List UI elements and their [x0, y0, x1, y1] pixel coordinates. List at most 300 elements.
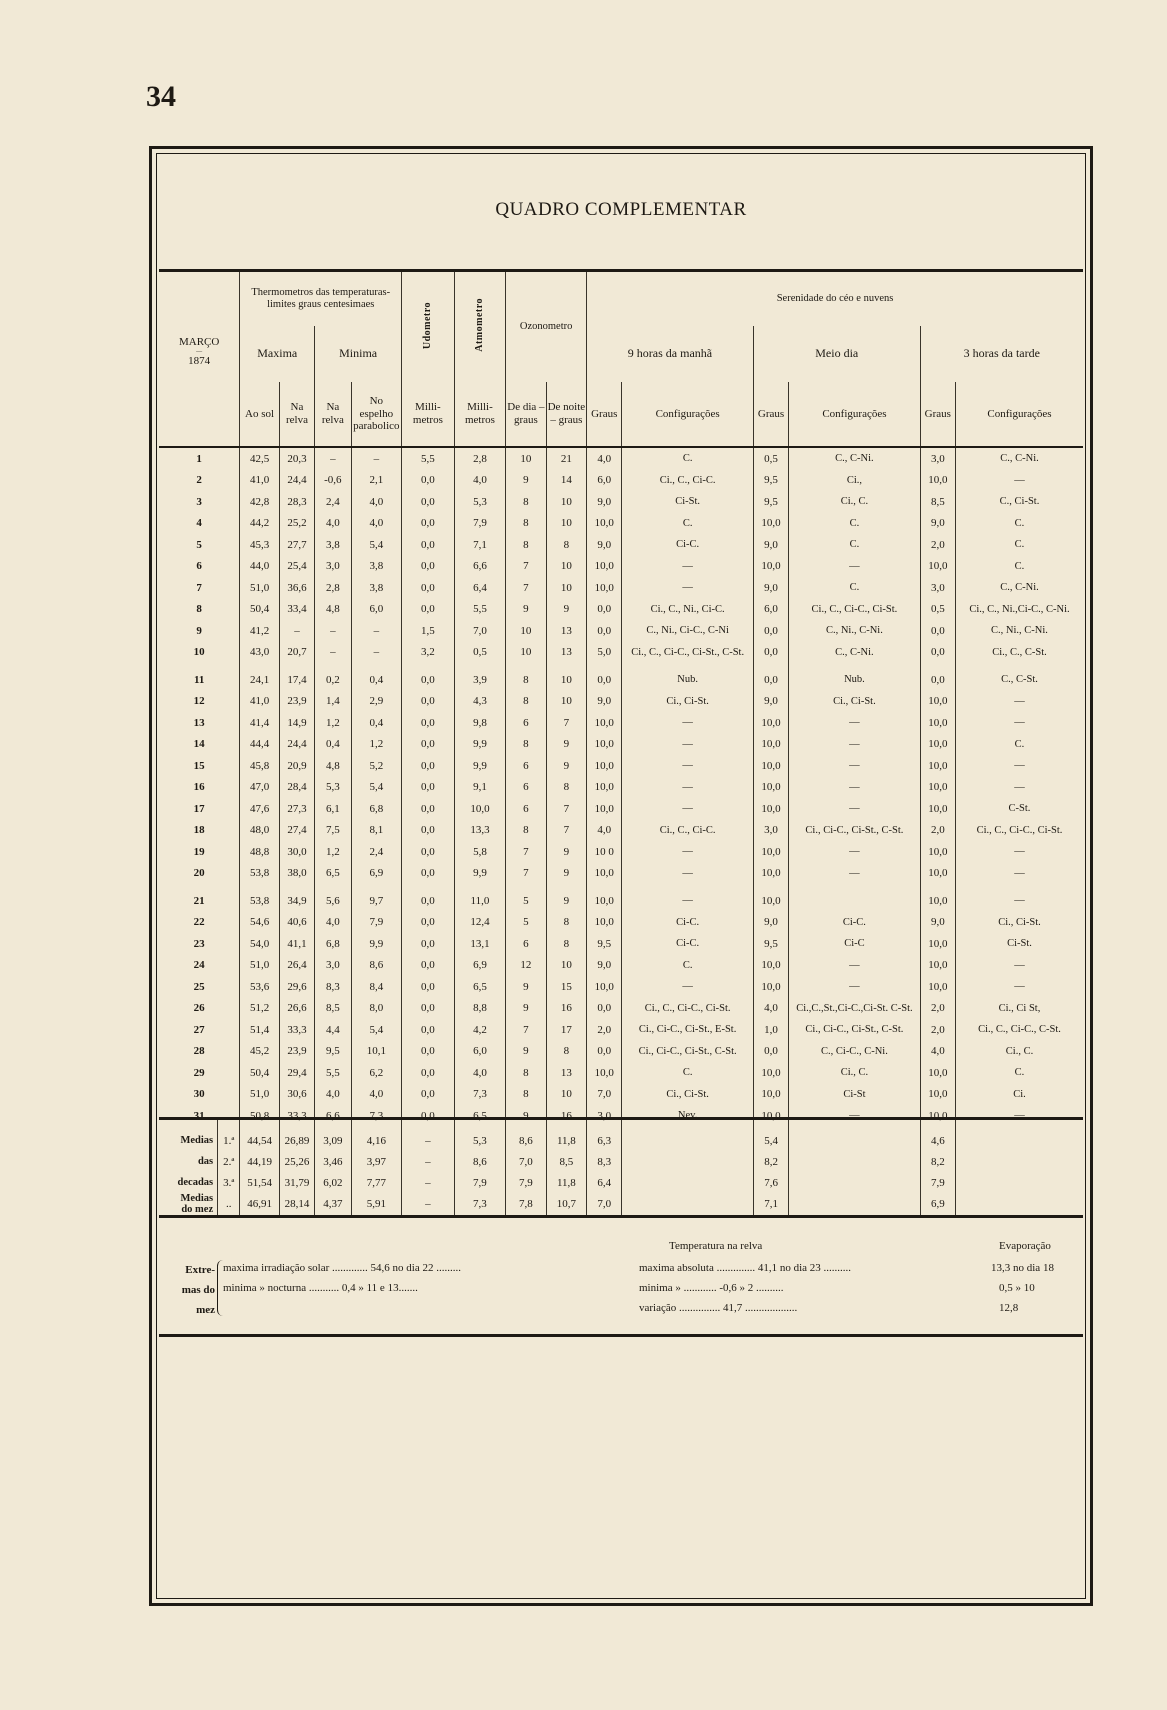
- config-header-3: Configurações: [956, 382, 1084, 447]
- table-row: [159, 669, 1083, 691]
- data-cell: 6,0: [587, 470, 622, 492]
- means-table: [159, 1117, 1083, 1218]
- data-cell: 0,0: [402, 513, 455, 535]
- data-cell: 10,0: [920, 1105, 955, 1127]
- data-cell: Ci., Ci-St.: [622, 691, 753, 713]
- data-cell: 1,2: [351, 734, 402, 756]
- data-cell: C.: [622, 955, 753, 977]
- data-cell: 16: [546, 1105, 586, 1127]
- means-cell: 5,3: [454, 1119, 506, 1152]
- nove-horas-header: 9 horas da manhã: [587, 326, 754, 382]
- data-cell: 10,1: [351, 1041, 402, 1063]
- data-cell: 8: [506, 513, 546, 535]
- data-cell: 17: [546, 1019, 586, 1041]
- data-cell: —: [789, 863, 920, 885]
- data-cell: C., Ci-St.: [956, 491, 1084, 513]
- means-cell: 7,9: [920, 1172, 955, 1193]
- means-cell: –: [402, 1119, 455, 1152]
- data-cell: C., Ci-C., C-Ni.: [789, 1041, 920, 1063]
- data-cell: —: [622, 863, 753, 885]
- data-cell: 10: [546, 669, 586, 691]
- data-cell: 1,2: [315, 841, 351, 863]
- data-cell: 45,8: [240, 755, 279, 777]
- data-cell: 10 0: [587, 841, 622, 863]
- means-cell: [789, 1151, 920, 1172]
- data-cell: 10,0: [753, 1062, 788, 1084]
- data-cell: –: [351, 642, 402, 664]
- tres-horas-header: 3 horas da tarde: [920, 326, 1083, 382]
- day-cell: 15: [193, 759, 205, 772]
- data-cell: —: [956, 691, 1084, 713]
- data-cell: 0,0: [402, 841, 455, 863]
- data-cell: 10: [506, 447, 546, 470]
- data-cell: 0,0: [402, 470, 455, 492]
- data-cell: 20,3: [279, 447, 314, 470]
- data-cell: —: [956, 890, 1084, 912]
- udometro-header: Udometro: [402, 271, 455, 383]
- extremes-line2-b: minima » ............ -0,6 » 2 ..........: [639, 1282, 784, 1294]
- data-cell: Ci., C., Ci-C.: [622, 820, 753, 842]
- page-title: QUADRO COMPLEMENTAR: [495, 199, 747, 220]
- means-cell: 7,3: [454, 1193, 506, 1217]
- data-cell: 1,2: [315, 712, 351, 734]
- data-cell: —: [622, 841, 753, 863]
- data-cell: 24,4: [279, 470, 314, 492]
- data-cell: C.: [622, 1062, 753, 1084]
- data-cell: Ci., C.: [956, 1041, 1084, 1063]
- de-noite-header: De noite – graus: [546, 382, 586, 447]
- data-cell: 5,5: [454, 599, 506, 621]
- data-cell: 10,0: [587, 712, 622, 734]
- data-cell: 8,8: [454, 998, 506, 1020]
- table-row: [159, 798, 1083, 820]
- data-cell: 9,0: [753, 691, 788, 713]
- day-cell: 22: [193, 916, 205, 929]
- data-cell: 8: [506, 534, 546, 556]
- data-cell: 5,4: [351, 777, 402, 799]
- data-cell: Ci-C.: [789, 912, 920, 934]
- data-cell: 24,1: [240, 669, 279, 691]
- means-cell: 7,8: [506, 1193, 546, 1217]
- data-cell: 0,0: [402, 863, 455, 885]
- data-cell: 6,1: [315, 798, 351, 820]
- data-cell: 8: [506, 491, 546, 513]
- day-cell: 9: [196, 624, 202, 637]
- data-cell: 4,3: [454, 691, 506, 713]
- data-cell: 45,3: [240, 534, 279, 556]
- data-cell: 0,0: [402, 1105, 455, 1127]
- data-cell: 27,3: [279, 798, 314, 820]
- data-cell: 0,0: [402, 933, 455, 955]
- data-cell: 4,8: [315, 599, 351, 621]
- means-cell: 3,97: [351, 1151, 402, 1172]
- extremes-section: [159, 1234, 1083, 1337]
- data-cell: 9,9: [454, 734, 506, 756]
- data-cell: 4,0: [920, 1041, 955, 1063]
- data-cell: 3,0: [920, 447, 955, 470]
- data-cell: 4,4: [315, 1019, 351, 1041]
- table-row: [159, 447, 1083, 470]
- data-cell: 0,0: [402, 599, 455, 621]
- data-cell: 9,0: [587, 691, 622, 713]
- means-cell: [956, 1193, 1083, 1217]
- month-header: MARÇO — 1874: [159, 271, 240, 383]
- data-cell: 2,9: [351, 691, 402, 713]
- graus-header-1: Graus: [587, 382, 622, 447]
- data-cell: [789, 890, 920, 912]
- table-row: [159, 1041, 1083, 1063]
- data-cell: 2,8: [454, 447, 506, 470]
- data-cell: —: [789, 556, 920, 578]
- data-cell: 2,0: [587, 1019, 622, 1041]
- atmometro-header: Atmometro: [454, 271, 506, 383]
- day-cell: 18: [193, 824, 205, 837]
- data-cell: 10,0: [753, 955, 788, 977]
- data-cell: 23,9: [279, 691, 314, 713]
- data-cell: 8,6: [351, 955, 402, 977]
- day-cell: 26: [193, 1002, 205, 1015]
- data-cell: —: [789, 955, 920, 977]
- means-cell: 6,02: [315, 1172, 351, 1193]
- data-cell: 8,0: [351, 998, 402, 1020]
- data-cell: Ci., C., Ci-C., Ci-St.: [956, 820, 1084, 842]
- extremes-line1-a: maxima irradiação solar ............. 54,6 no dia 22 .........: [223, 1262, 461, 1274]
- data-cell: 10,0: [920, 863, 955, 885]
- data-cell: 44,0: [240, 556, 279, 578]
- data-cell: 44,4: [240, 734, 279, 756]
- data-cell: C., C-Ni.: [789, 447, 920, 470]
- means-cell: 11,8: [546, 1119, 586, 1152]
- data-cell: —: [622, 890, 753, 912]
- means-row: [159, 1151, 1083, 1172]
- means-cell: –: [402, 1193, 455, 1217]
- data-cell: C.: [956, 556, 1084, 578]
- data-cell: 5,0: [587, 642, 622, 664]
- data-cell: –: [315, 620, 351, 642]
- data-cell: 9,5: [753, 491, 788, 513]
- data-cell: C., C-St.: [956, 669, 1084, 691]
- data-cell: 3,8: [351, 577, 402, 599]
- means-cell: [622, 1151, 753, 1172]
- data-cell: 10,0: [920, 556, 955, 578]
- espelho-header: No espelho parabolico: [351, 382, 402, 447]
- data-cell: 8: [546, 777, 586, 799]
- data-cell: 2,4: [351, 841, 402, 863]
- table-row: [159, 976, 1083, 998]
- data-cell: 6: [506, 933, 546, 955]
- data-cell: 6: [506, 755, 546, 777]
- data-cell: 10,0: [753, 976, 788, 998]
- means-label: Medias: [180, 1135, 214, 1146]
- means-cell: 6,3: [587, 1119, 622, 1152]
- data-cell: —: [789, 777, 920, 799]
- table-row: [159, 1019, 1083, 1041]
- data-cell: 10,0: [920, 841, 955, 863]
- data-cell: 3,0: [587, 1105, 622, 1127]
- data-table: [159, 269, 1083, 1127]
- data-cell: —: [622, 777, 753, 799]
- serenidade-header: Serenidade do céo e nuvens: [587, 271, 1083, 327]
- data-cell: 0,0: [587, 1041, 622, 1063]
- data-cell: 7,3: [454, 1084, 506, 1106]
- data-cell: 7: [546, 798, 586, 820]
- data-cell: 10,0: [753, 712, 788, 734]
- data-cell: 9,5: [753, 470, 788, 492]
- data-cell: 4,0: [315, 1084, 351, 1106]
- data-cell: C., C-Ni.: [956, 577, 1084, 599]
- graus-header-2: Graus: [753, 382, 788, 447]
- data-cell: 9,7: [351, 890, 402, 912]
- data-cell: 0,0: [402, 534, 455, 556]
- data-cell: 8,1: [351, 820, 402, 842]
- data-cell: Ci-C.: [622, 534, 753, 556]
- data-cell: 36,6: [279, 577, 314, 599]
- data-cell: 3,0: [920, 577, 955, 599]
- data-cell: 9,9: [351, 933, 402, 955]
- table-row: [159, 933, 1083, 955]
- data-cell: 5: [506, 890, 546, 912]
- data-cell: Nub.: [622, 669, 753, 691]
- data-cell: 0,4: [351, 669, 402, 691]
- data-cell: 5,8: [454, 841, 506, 863]
- data-cell: 9: [506, 599, 546, 621]
- data-cell: 9,0: [587, 534, 622, 556]
- data-cell: 10,0: [753, 777, 788, 799]
- data-cell: 0,0: [402, 955, 455, 977]
- data-cell: Ci.: [956, 1084, 1084, 1106]
- data-cell: 0,0: [753, 1041, 788, 1063]
- means-cell: 7,1: [753, 1193, 788, 1217]
- data-cell: 42,5: [240, 447, 279, 470]
- data-cell: 2,0: [920, 998, 955, 1020]
- data-cell: Nev.: [622, 1105, 753, 1127]
- data-cell: 4,0: [351, 491, 402, 513]
- means-cell: [956, 1119, 1083, 1152]
- data-cell: 48,0: [240, 820, 279, 842]
- data-cell: 9,5: [315, 1041, 351, 1063]
- data-cell: —: [789, 1105, 920, 1127]
- data-cell: Ci-C.: [622, 933, 753, 955]
- data-cell: 28,3: [279, 491, 314, 513]
- data-cell: 50,4: [240, 1062, 279, 1084]
- day-cell: 27: [193, 1023, 205, 1036]
- data-cell: 0,0: [920, 620, 955, 642]
- data-cell: 0,0: [402, 976, 455, 998]
- data-cell: 0,0: [753, 620, 788, 642]
- data-cell: 9,9: [454, 863, 506, 885]
- data-cell: 10,0: [587, 890, 622, 912]
- data-cell: C., C-Ni.: [956, 447, 1084, 470]
- data-cell: 10,0: [753, 734, 788, 756]
- means-label: das: [197, 1156, 214, 1167]
- data-cell: Ci., Ci-C., Ci-St., C-St.: [789, 1019, 920, 1041]
- data-cell: 6,2: [351, 1062, 402, 1084]
- data-cell: 10,0: [587, 513, 622, 535]
- day-cell: 5: [196, 538, 202, 551]
- table-row: [159, 691, 1083, 713]
- data-cell: 6,5: [454, 976, 506, 998]
- data-cell: 10,0: [753, 841, 788, 863]
- extremes-line2-a: minima » nocturna ........... 0,4 » 11 e 13.......: [223, 1282, 418, 1294]
- data-cell: 8: [546, 1041, 586, 1063]
- means-cell: 44,54: [240, 1119, 279, 1152]
- means-row: [159, 1119, 1083, 1152]
- data-cell: 0,0: [402, 556, 455, 578]
- day-cell: 20: [193, 867, 205, 880]
- data-cell: —: [956, 1105, 1084, 1127]
- day-cell: 10: [193, 646, 205, 659]
- means-cell: [789, 1172, 920, 1193]
- means-cell: ..: [218, 1193, 240, 1217]
- data-cell: Ci., C., Ci-C.: [622, 470, 753, 492]
- data-cell: 41,2: [240, 620, 279, 642]
- means-cell: 7,9: [454, 1172, 506, 1193]
- data-cell: —: [789, 798, 920, 820]
- day-cell: 3: [196, 495, 202, 508]
- means-cell: 44,19: [240, 1151, 279, 1172]
- data-cell: 51,0: [240, 955, 279, 977]
- data-cell: 10,0: [587, 734, 622, 756]
- data-cell: 41,4: [240, 712, 279, 734]
- data-cell: 48,8: [240, 841, 279, 863]
- data-cell: 5,2: [351, 755, 402, 777]
- table-row: [159, 777, 1083, 799]
- data-cell: 7,9: [454, 513, 506, 535]
- data-cell: Ci.,C.,St.,Ci-C.,Ci-St. C-St.: [789, 998, 920, 1020]
- data-cell: C.: [789, 577, 920, 599]
- data-cell: 4,0: [587, 447, 622, 470]
- data-cell: 10,0: [920, 470, 955, 492]
- means-cell: 4,37: [315, 1193, 351, 1217]
- data-cell: 6,6: [315, 1105, 351, 1127]
- data-cell: 7,0: [454, 620, 506, 642]
- data-cell: 6,4: [454, 577, 506, 599]
- data-cell: —: [789, 734, 920, 756]
- data-cell: 9,0: [920, 912, 955, 934]
- data-cell: 8: [506, 734, 546, 756]
- data-cell: 8: [506, 691, 546, 713]
- data-cell: C., C-Ni.: [789, 642, 920, 664]
- udometro-unit-header: Milli-metros: [402, 382, 455, 447]
- data-cell: 10,0: [587, 556, 622, 578]
- data-cell: 17,4: [279, 669, 314, 691]
- data-cell: 0,0: [402, 734, 455, 756]
- table-row: [159, 620, 1083, 642]
- data-cell: 6: [506, 798, 546, 820]
- data-cell: 4,8: [315, 755, 351, 777]
- data-cell: 0,0: [402, 998, 455, 1020]
- data-cell: 5,5: [402, 447, 455, 470]
- year-label: 1874: [188, 355, 211, 368]
- data-cell: 0,5: [920, 599, 955, 621]
- day-cell: 13: [193, 716, 205, 729]
- data-cell: C.: [956, 513, 1084, 535]
- data-cell: 6,0: [351, 599, 402, 621]
- data-cell: —: [956, 777, 1084, 799]
- means-label: decadas: [177, 1177, 214, 1188]
- data-cell: 51,4: [240, 1019, 279, 1041]
- day-cell: 21: [193, 894, 205, 907]
- data-cell: 10,0: [920, 933, 955, 955]
- data-cell: 0,5: [454, 642, 506, 664]
- means-cell: 46,91: [240, 1193, 279, 1217]
- data-cell: 6,8: [351, 798, 402, 820]
- data-cell: 0,0: [402, 1084, 455, 1106]
- data-cell: Ci-St: [789, 1084, 920, 1106]
- data-cell: 0,0: [402, 755, 455, 777]
- means-cell: 6,4: [587, 1172, 622, 1193]
- data-cell: 51,0: [240, 1084, 279, 1106]
- thermometers-header: Thermometros das temperaturas-limites graus centesimaes: [240, 271, 402, 327]
- data-cell: C., Ni., Ci-C., C-Ni: [622, 620, 753, 642]
- extremes-label: Extre- mas do mez: [181, 1264, 215, 1316]
- data-cell: 5,3: [454, 491, 506, 513]
- means-cell: 7,0: [506, 1151, 546, 1172]
- means-cell: 2.ª: [218, 1151, 240, 1172]
- data-cell: 51,0: [240, 577, 279, 599]
- data-cell: 9: [506, 998, 546, 1020]
- table-row: [159, 599, 1083, 621]
- data-cell: 1,5: [402, 620, 455, 642]
- means-cell: 28,14: [279, 1193, 314, 1217]
- data-cell: 12,4: [454, 912, 506, 934]
- table-row: [159, 841, 1083, 863]
- extremes-line3-c: 12,8: [999, 1302, 1019, 1314]
- data-cell: 0,0: [402, 691, 455, 713]
- means-cell: 25,26: [279, 1151, 314, 1172]
- data-cell: 10,0: [920, 755, 955, 777]
- data-cell: 27,7: [279, 534, 314, 556]
- data-cell: 47,0: [240, 777, 279, 799]
- day-cell: 6: [196, 560, 202, 573]
- data-cell: 10,0: [587, 976, 622, 998]
- data-cell: 4,0: [351, 513, 402, 535]
- data-cell: 0,4: [315, 734, 351, 756]
- means-cell: 8,6: [454, 1151, 506, 1172]
- data-cell: 53,8: [240, 890, 279, 912]
- data-cell: 45,2: [240, 1041, 279, 1063]
- data-cell: 8: [506, 669, 546, 691]
- means-cell: [956, 1172, 1083, 1193]
- table-row: [159, 912, 1083, 934]
- data-cell: 23,9: [279, 1041, 314, 1063]
- data-cell: 10,0: [920, 734, 955, 756]
- data-cell: 0,0: [587, 669, 622, 691]
- data-cell: 10,0: [753, 1105, 788, 1127]
- data-cell: 9,8: [454, 712, 506, 734]
- data-cell: 50,4: [240, 599, 279, 621]
- data-cell: C.: [956, 1062, 1084, 1084]
- data-cell: 4,0: [315, 912, 351, 934]
- data-cell: —: [622, 976, 753, 998]
- data-cell: 9,0: [920, 513, 955, 535]
- data-cell: 0,0: [402, 1062, 455, 1084]
- means-cell: [789, 1193, 920, 1217]
- data-cell: 10,0: [753, 755, 788, 777]
- data-cell: 6,5: [454, 1105, 506, 1127]
- data-cell: 0,0: [402, 491, 455, 513]
- data-cell: 7: [506, 1019, 546, 1041]
- means-cell: 6,9: [920, 1193, 955, 1217]
- data-cell: 10,0: [587, 777, 622, 799]
- data-cell: 10: [506, 642, 546, 664]
- data-cell: 25,2: [279, 513, 314, 535]
- table-row: [159, 642, 1083, 664]
- data-cell: 8,4: [351, 976, 402, 998]
- data-cell: 9,0: [587, 955, 622, 977]
- data-cell: 10,0: [753, 890, 788, 912]
- data-cell: 4,2: [454, 1019, 506, 1041]
